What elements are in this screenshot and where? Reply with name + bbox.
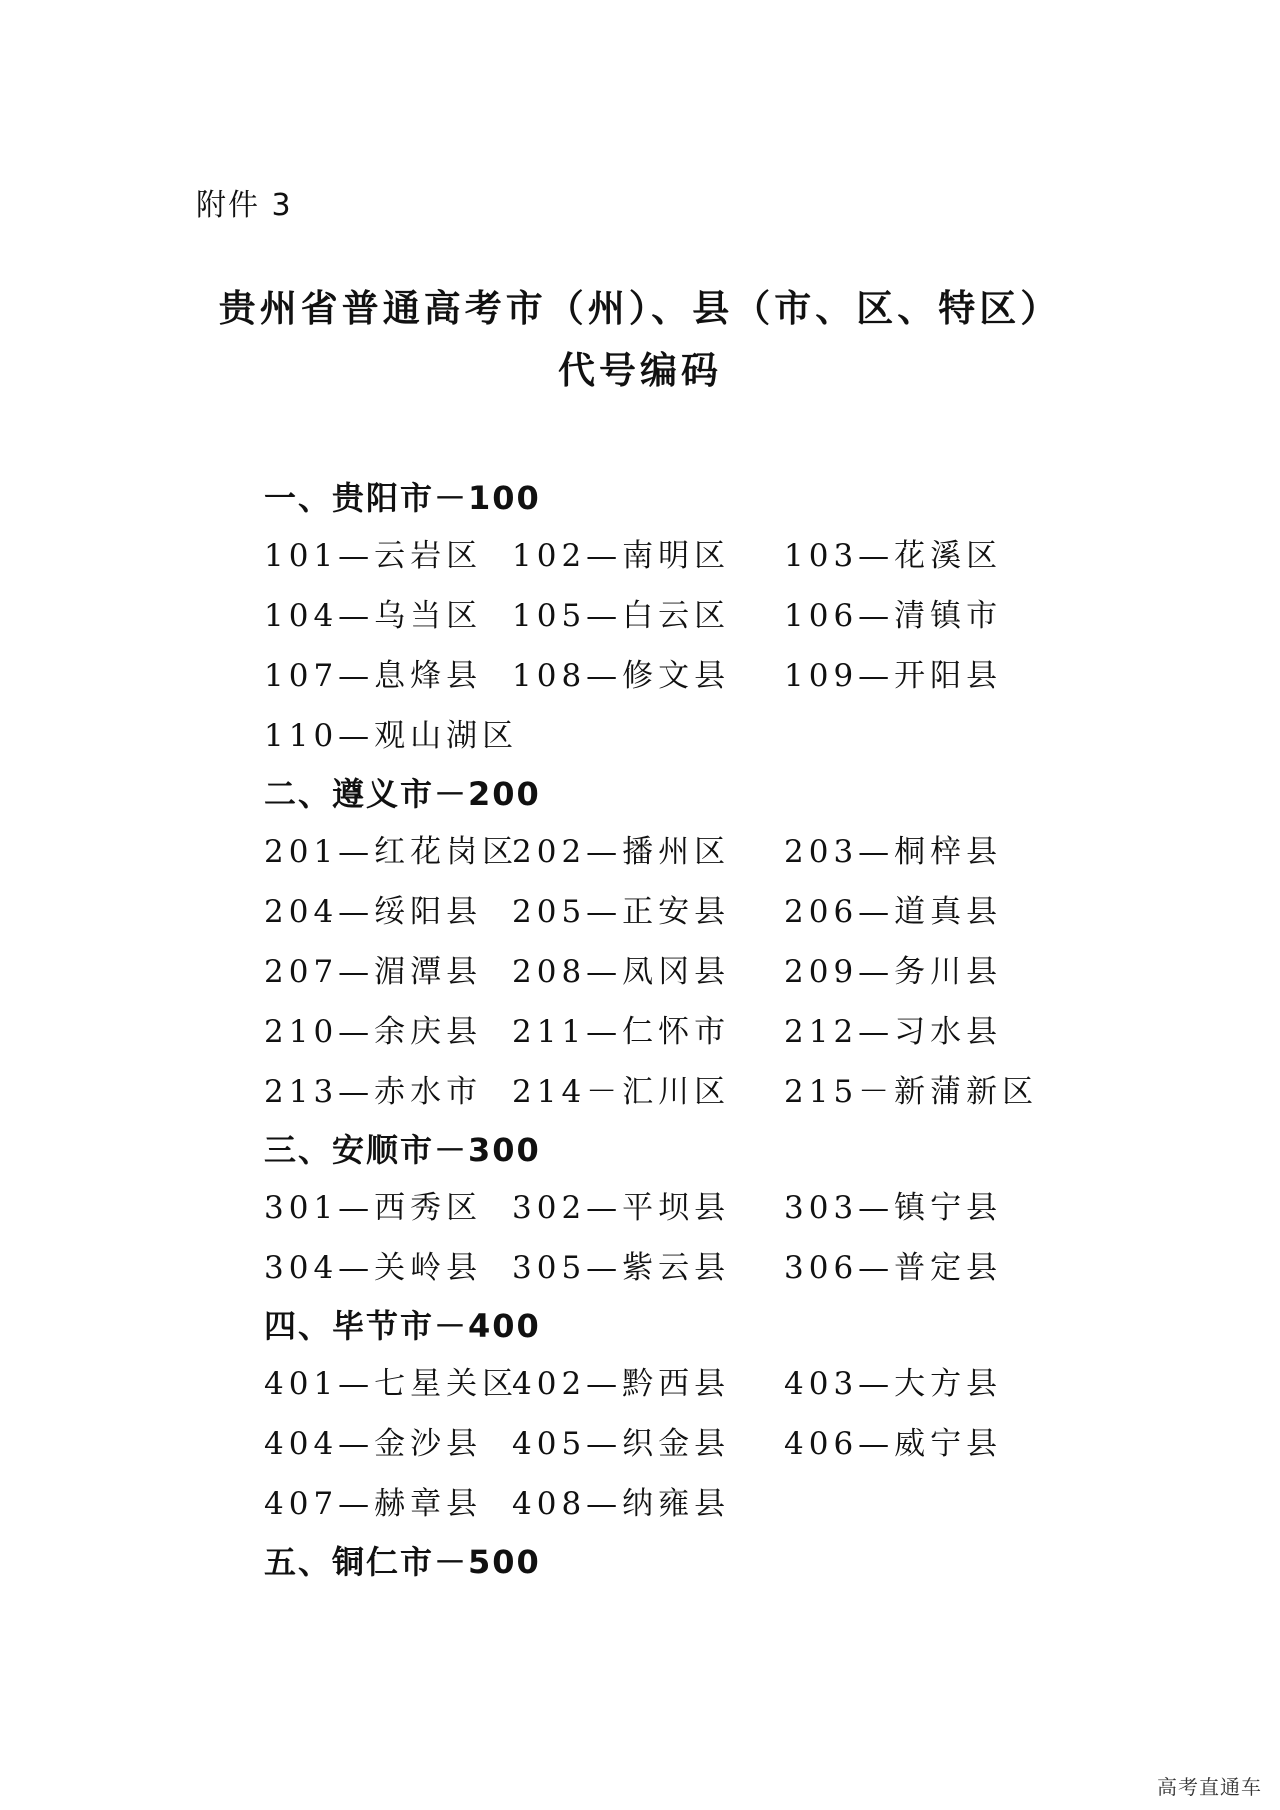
county-code-item: 207—湄潭县 [264, 954, 483, 990]
county-row [264, 646, 1164, 706]
county-code-item: 408—纳雍县 [512, 1486, 731, 1522]
county-code-item: 101—云岩区 [264, 538, 483, 574]
county-code-item: 204—绥阳县 [264, 894, 483, 930]
county-row [264, 1354, 1164, 1414]
county-code-item: 401—七星关区 [264, 1366, 519, 1402]
county-code-item: 208—凤冈县 [512, 954, 731, 990]
page-title-line-2: 代号编码 [558, 349, 722, 392]
county-code-item: 213—赤水市 [264, 1074, 483, 1110]
county-row [264, 706, 1164, 766]
county-code-item: 405—织金县 [512, 1426, 731, 1462]
county-code-item: 211—仁怀市 [512, 1014, 731, 1050]
county-code-item: 214－汇川区 [512, 1074, 731, 1110]
city-section [264, 766, 1164, 1122]
county-code-item: 206—道真县 [784, 894, 1003, 930]
county-code-item: 107—息烽县 [264, 658, 483, 694]
county-code-item: 406—威宁县 [784, 1426, 1003, 1462]
county-row [264, 942, 1164, 1002]
page-title-line-1: 贵州省普通高考市（州）、县（市、区、特区） [218, 287, 1062, 330]
county-code-item: 304—关岭县 [264, 1250, 483, 1286]
city-section [264, 1534, 1164, 1590]
county-code-item: 303—镇宁县 [784, 1190, 1003, 1226]
county-code-item: 108—修文县 [512, 658, 731, 694]
city-section [264, 1298, 1164, 1534]
county-code-item: 102—南明区 [512, 538, 731, 574]
watermark: 高考直通车 [1157, 1775, 1262, 1799]
county-row [264, 1002, 1164, 1062]
county-code-item: 306—普定县 [784, 1250, 1003, 1286]
county-code-item: 404—金沙县 [264, 1426, 483, 1462]
code-list [264, 470, 1164, 1590]
city-section [264, 1122, 1164, 1298]
county-code-item: 110—观山湖区 [264, 718, 519, 754]
city-section [264, 470, 1164, 766]
county-code-item: 103—花溪区 [784, 538, 1003, 574]
county-row [264, 1062, 1164, 1122]
county-code-item: 203—桐梓县 [784, 834, 1003, 870]
county-code-item: 202—播州区 [512, 834, 731, 870]
city-heading: 一、贵阳市－100 [264, 479, 541, 517]
county-row [264, 586, 1164, 646]
county-code-item: 215－新蒲新区 [784, 1074, 1039, 1110]
county-code-item: 407—赫章县 [264, 1486, 483, 1522]
county-code-item: 205—正安县 [512, 894, 731, 930]
county-row [264, 1414, 1164, 1474]
attachment-label: 附件 3 [196, 188, 293, 223]
county-row [264, 1474, 1164, 1534]
county-row [264, 1238, 1164, 1298]
county-code-item: 403—大方县 [784, 1366, 1003, 1402]
county-code-item: 201—红花岗区 [264, 834, 519, 870]
county-code-item: 402—黔西县 [512, 1366, 731, 1402]
city-heading: 二、遵义市－200 [264, 775, 541, 813]
county-row [264, 526, 1164, 586]
county-code-item: 109—开阳县 [784, 658, 1003, 694]
city-heading: 三、安顺市－300 [264, 1131, 541, 1169]
county-code-item: 209—务川县 [784, 954, 1003, 990]
county-code-item: 104—乌当区 [264, 598, 483, 634]
county-row [264, 1178, 1164, 1238]
city-heading: 四、毕节市－400 [264, 1307, 541, 1345]
county-code-item: 210—余庆县 [264, 1014, 483, 1050]
county-row [264, 882, 1164, 942]
county-row [264, 822, 1164, 882]
county-code-item: 305—紫云县 [512, 1250, 731, 1286]
county-code-item: 302—平坝县 [512, 1190, 731, 1226]
county-code-item: 105—白云区 [512, 598, 731, 634]
county-code-item: 212—习水县 [784, 1014, 1003, 1050]
county-code-item: 106—清镇市 [784, 598, 1003, 634]
county-code-item: 301—西秀区 [264, 1190, 483, 1226]
city-heading: 五、铜仁市－500 [264, 1543, 541, 1581]
